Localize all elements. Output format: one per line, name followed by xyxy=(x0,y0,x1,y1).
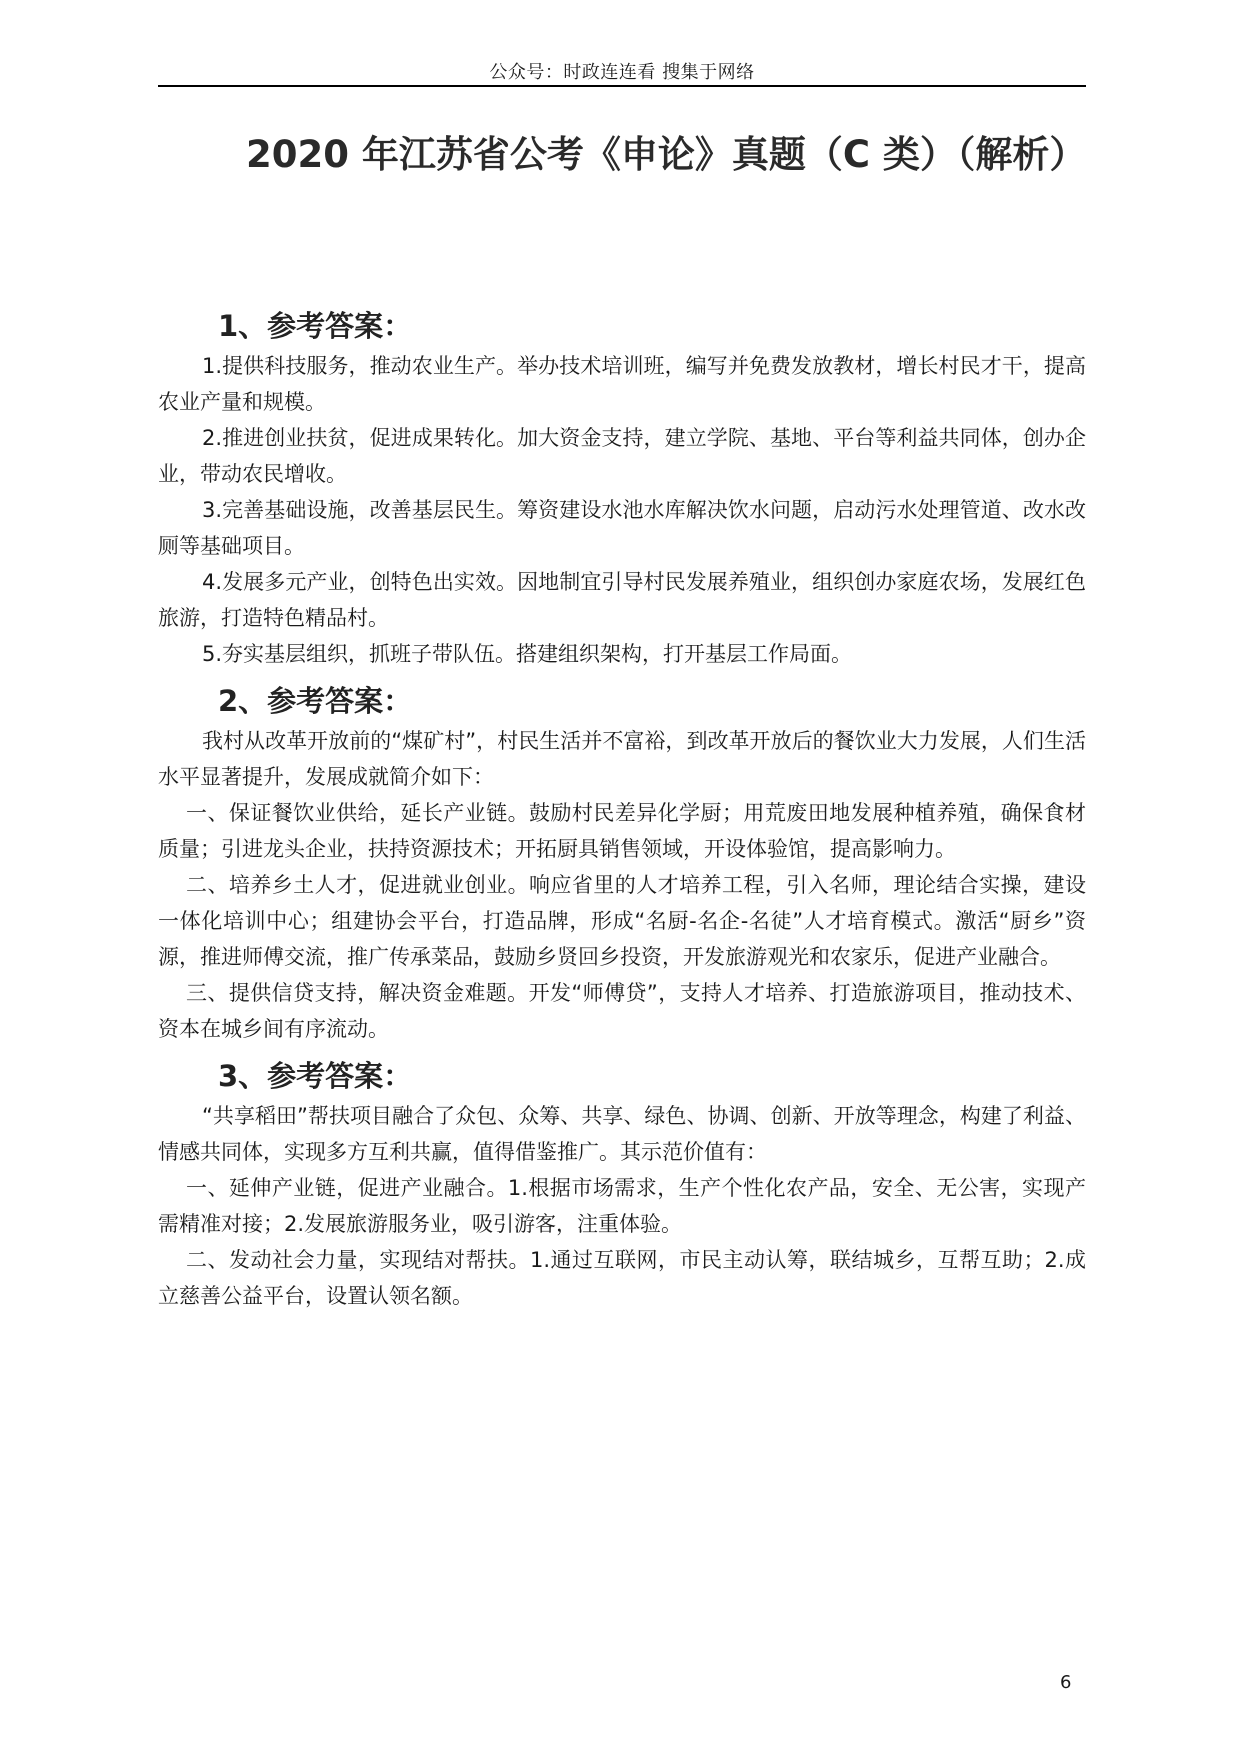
section-1-paragraph-1: 1.提供科技服务，推动农业生产。举办技术培训班，编写并免费发放教材，增长村民才干，提高农业产量和规模。 xyxy=(158,354,1086,414)
section-1-paragraph-3: 3.完善基础设施，改善基层民生。筹资建设水池水库解决饮水问题，启动污水处理管道、改水改厕等基础项目。 xyxy=(158,498,1086,558)
section-3-paragraph-1: “共享稻田”帮扶项目融合了众包、众筹、共享、绿色、协调、创新、开放等理念，构建了利益、情感共同体，实现多方互利共赢，值得借鉴推广。其示范价值有： xyxy=(158,1104,1086,1164)
section-2-paragraph-3: 二、培养乡土人才，促进就业创业。响应省里的人才培养工程，引入名师，理论结合实操，建设一体化培训中心；组建协会平台，打造品牌，形成“名厨-名企-名徒”人才培育模式。激活“厨乡”资源，推进师傅交流，推广传承菜品，鼓励乡贤回乡投资，开发旅游观光和农家乐，促进产业融合。 xyxy=(158,873,1086,969)
section-3-paragraph-3: 二、发动社会力量，实现结对帮扶。1.通过互联网，市民主动认筹，联结城乡，互帮互助；2.成立慈善公益平台，设置认领名额。 xyxy=(158,1248,1086,1308)
section-heading-1: 1、参考答案： xyxy=(218,309,413,343)
section-2-paragraph-2: 一、保证餐饮业供给，延长产业链。鼓励村民差异化学厨；用荒废田地发展种植养殖，确保食材质量；引进龙头企业，扶持资源技术；开拓厨具销售领域，开设体验馆，提高影响力。 xyxy=(158,801,1086,861)
section-3-paragraph-2: 一、延伸产业链，促进产业融合。1.根据市场需求，生产个性化农产品，安全、无公害，实现产需精准对接；2.发展旅游服务业，吸引游客，注重体验。 xyxy=(158,1176,1086,1236)
section-1-paragraph-4: 4.发展多元产业，创特色出实效。因地制宜引导村民发展养殖业，组织创办家庭农场，发展红色旅游，打造特色精品村。 xyxy=(158,570,1086,630)
section-1-paragraph-5: 5.夯实基层组织，抓班子带队伍。搭建组织架构，打开基层工作局面。 xyxy=(202,642,853,666)
document-body xyxy=(158,304,1086,1314)
document-title: 2020 年江苏省公考《申论》真题（C 类）（解析） xyxy=(246,133,1087,176)
running-header: 公众号：时政连连看 搜集于网络 xyxy=(489,62,755,83)
page-number: 6 xyxy=(1060,1672,1072,1693)
section-1-paragraph-2: 2.推进创业扶贫，促进成果转化。加大资金支持，建立学院、基地、平台等利益共同体，创办企业，带动农民增收。 xyxy=(158,426,1086,486)
section-heading-2: 2、参考答案： xyxy=(218,684,413,718)
section-2-paragraph-1: 我村从改革开放前的“煤矿村”，村民生活并不富裕，到改革开放后的餐饮业大力发展，人们生活水平显著提升，发展成就简介如下： xyxy=(158,729,1086,789)
section-2-paragraph-4: 三、提供信贷支持，解决资金难题。开发“师傅贷”，支持人才培养、打造旅游项目，推动技术、资本在城乡间有序流动。 xyxy=(158,981,1086,1041)
section-heading-3: 3、参考答案： xyxy=(218,1059,413,1093)
header-rule xyxy=(158,85,1086,87)
